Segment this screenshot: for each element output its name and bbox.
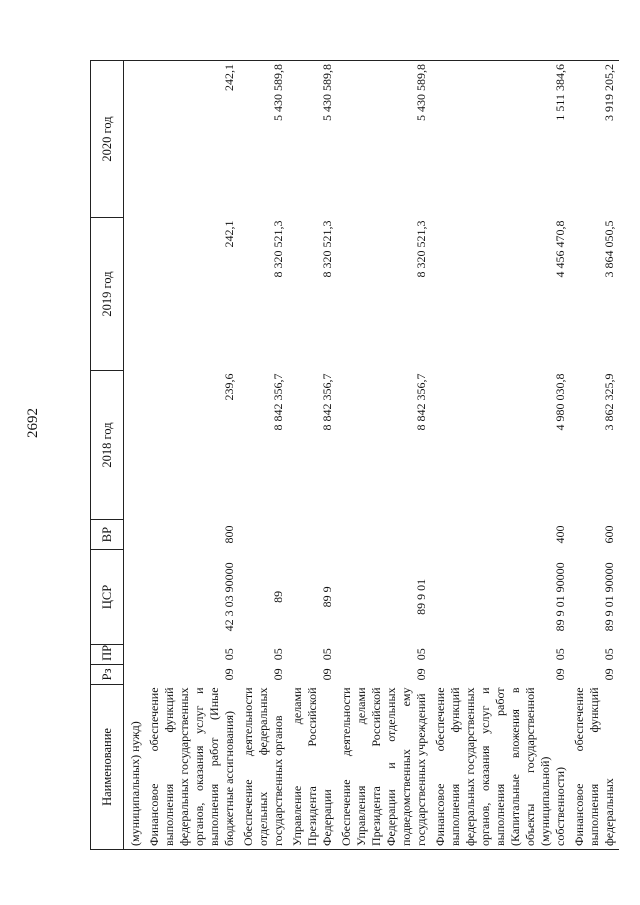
row-2020: 5 430 589,8 [239,61,288,218]
row-vr [124,519,146,549]
header-2018: 2018 год [91,371,124,520]
row-rz: 09 [553,668,567,681]
row-2018: 4 980 030,8 [553,373,567,431]
table-row [337,61,431,850]
row-csr: 42 3 03 90000 [222,562,236,632]
row-name: Обеспечение деятельности Управления делами Президента Российской Федерации и отдельных подведомственных ему государственных учреждений [337,684,431,849]
table-row [288,61,337,850]
row-2018: 3 862 325,9 [602,373,616,431]
row-csr: 89 9 01 90000 [602,562,616,632]
table-row [124,61,146,850]
row-2019: 8 320 521,3 [271,220,285,278]
row-name: Финансовое обеспечение выполнения функций федеральных государственных органов, оказания услуг и выполнения работ (Иные бюджетные ассигнования) [145,684,239,849]
header-rz: Рз [91,664,124,684]
row-2019: 8 320 521,3 [414,220,428,278]
row-rz: 09 [320,668,334,681]
row-csr: 89 9 [320,586,334,608]
row-2018: 8 842 356,7 [271,373,285,431]
row-2019: 4 456 470,8 [553,220,567,278]
row-vr: 800 [222,525,236,544]
row-csr: 89 9 01 90000 [553,562,567,632]
row-pr: 05 [414,648,428,661]
table-header-row [91,61,124,850]
page-number: 2692 [25,408,41,438]
row-pr: 05 [271,648,285,661]
row-2018: 239,6 [222,373,236,401]
row-pr: 05 [602,648,616,661]
row-2019: 3 864 050,5 [602,220,616,278]
header-2019: 2019 год [91,218,124,371]
row-2019: 8 320 521,3 [320,220,334,278]
row-name: Финансовое обеспечение выполнения функций федеральных государственных органов, оказания услуг и выполнения работ (Капитальные вложения в объекты государственной (муниципальной) собственности) [431,684,570,849]
header-pr: ПР [91,644,124,664]
row-name: (муниципальных) нужд) [124,684,146,849]
header-name: Наименование [91,684,124,849]
row-name: Управление делами Президента Российской Федерации [288,684,337,849]
row-pr: 05 [320,648,334,661]
row-csr: 89 9 01 [414,578,428,615]
table-row [145,61,239,850]
row-name: Обеспечение деятельности отдельных федеральных государственных органов [239,684,288,849]
row-pr [124,644,146,664]
row-vr [239,519,288,549]
row-pr: 05 [222,648,236,661]
row-csr: 89 [271,590,285,603]
row-2019: 242,1 [222,220,236,248]
header-vr: ВР [91,519,124,549]
header-2020: 2020 год [91,61,124,218]
row-2020: 242,1 [145,61,239,218]
row-2020: 3 919 205,2 [570,61,619,218]
row-name: Финансовое обеспечение выполнения функций федеральных [570,684,619,849]
row-2018: 8 842 356,7 [414,373,428,431]
row-2020: 1 511 384,6 [431,61,570,218]
budget-table [90,60,619,850]
table-row [239,61,288,850]
row-rz: 09 [271,668,285,681]
row-2018: 8 842 356,7 [320,373,334,431]
row-2019 [124,218,146,371]
row-2020: 5 430 589,8 [337,61,431,218]
row-pr: 05 [553,648,567,661]
row-vr [337,519,431,549]
budget-table-container [90,60,640,850]
row-vr [288,519,337,549]
row-2020 [124,61,146,218]
row-2020: 5 430 589,8 [288,61,337,218]
table-row [570,61,619,850]
row-rz: 09 [414,668,428,681]
table-row [431,61,570,850]
row-2018 [124,371,146,520]
row-rz [124,664,146,684]
row-rz: 09 [602,668,616,681]
row-rz: 09 [222,668,236,681]
row-csr [124,550,146,645]
row-vr: 600 [602,525,616,544]
row-vr: 400 [553,525,567,544]
header-csr: ЦСР [91,550,124,645]
